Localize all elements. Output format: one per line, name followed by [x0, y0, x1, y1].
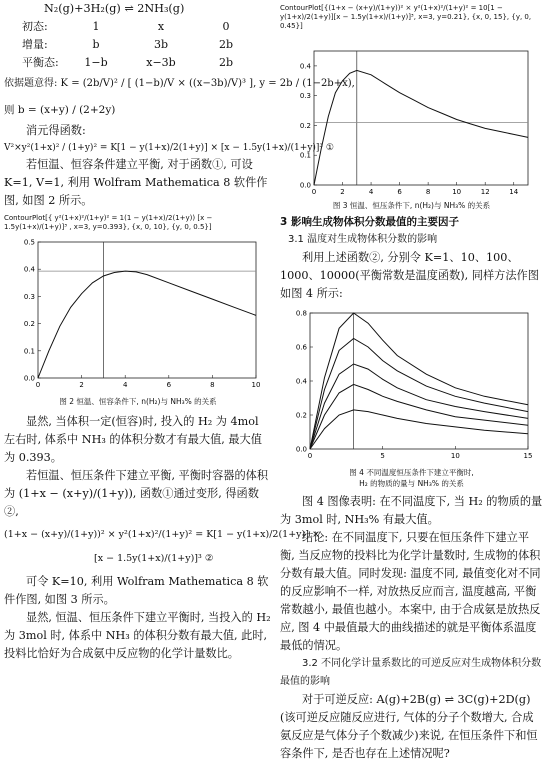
function-2a: (1+x − (x+y)/(1+y))² × y²(1+x)²/(1+y)² = K[1 − y(1+x)/2(1+y)] ×	[4, 529, 320, 540]
cell-h2: x	[157, 20, 165, 33]
paragraph-6: 利用上述函数②, 分别令 K=1、10、100、1000、10000(平衡常数是温度函数), 同样方法作图如图 4 所示:	[280, 251, 539, 300]
y-tick-label: 0.2	[23, 320, 35, 329]
x-tick-label: 4	[122, 381, 128, 389]
cell-h2: x−3b	[146, 56, 176, 69]
x-tick-label: 6	[397, 188, 402, 196]
plot-frame	[314, 51, 528, 185]
plot-frame	[38, 242, 256, 378]
y-tick-label: 0.1	[299, 151, 311, 160]
paragraph-7: 图 4 图像表明: 在不同温度下, 当 H₂ 的物质的量为 3mol 时, NH₃% 有最大值。	[280, 495, 543, 526]
x-tick-label: 0	[311, 188, 317, 196]
table-row	[4, 36, 272, 54]
y-tick-label: 0.0	[299, 181, 311, 190]
figure-3-plot	[280, 45, 535, 200]
reaction-equation: N₂(g)+3H₂(g) ⇌ 2NH₃(g)	[44, 2, 185, 15]
paragraph-1: 若恒温、恒容条件建立平衡, 对于函数①, 可设 K=1, V=1, 利用 Wolfram Mathematica 8 软件作图, 如图 2 所示。	[4, 158, 268, 207]
paragraph-2: 显然, 当体积一定(恒容)时, 投入的 H₂ 为 4mol 左右时, 体系中 NH₃ 的体积分数才有最大值, 最大值为 0.393。	[4, 415, 262, 464]
y-tick-label: 0.2	[299, 121, 311, 130]
paragraph-4: 可令 K=10, 利用 Wolfram Mathematica 8 软件作图, 如图 3 所示。	[4, 575, 269, 606]
equilibrium-table	[4, 18, 272, 72]
x-tick-label: 12	[480, 188, 490, 196]
x-tick-label: 4	[368, 188, 374, 196]
figure-4-caption-line-2: H₂ 的物质的量与 NH₃% 的关系	[359, 479, 464, 488]
y-tick-label: 0.4	[299, 62, 311, 71]
function-1: V²×y²(1+x)² / (1+y)² = K[1 − y(1+x)/2(1+y)] × [x − 1.5y(1+x)/(1+y)]³ ①	[4, 143, 334, 153]
x-tick-label: 10	[251, 381, 261, 389]
x-tick-label: 15	[523, 452, 533, 460]
cell-nh3: 0	[222, 20, 230, 33]
paragraph-8: 结论: 在不同温度下, 只要在恒压条件下建立平衡, 当反应物的投料比为化学计量数时, 生成物的体积分数有最大值。同时发现: 温度不同, 最值变化对不同的反应影响不一样, 对放热反应而言, 温度越高, 平衡常数越小, 最值也越小。本案中, 由于合成氨是放热反应, 图 4 中最值最大的曲线描述的就是平衡体系温度最低的情况。	[280, 531, 541, 652]
data-series-line	[38, 271, 256, 378]
y-tick-label: 0.3	[299, 92, 311, 101]
subsection-3-1: 3.1 温度对生成物体积分数的影响	[288, 234, 438, 245]
table-row	[4, 18, 272, 36]
elimination-text: 消元得函数:	[26, 124, 86, 137]
section-3-heading: 3 影响生成物体积分数最值的主要因子	[280, 216, 459, 228]
data-series-line	[314, 70, 528, 185]
y-tick-label: 0.0	[23, 374, 35, 383]
mathematica-code-2: ContourPlot[{(1+x − (x+y)/(1+y))² × y²(1+x)²/(1+y)² = 10[1 − y(1+x)/2(1+y)][x − 1.5y(1+x)/(1+y)]³, x=3, y=0.21}, {x, 0, 15}, {y, 0, 0.45}]	[280, 4, 532, 30]
y-tick-label: 0.8	[295, 309, 307, 318]
table-row	[4, 54, 272, 72]
y-tick-label: 0.6	[295, 343, 307, 352]
y-tick-label: 0.4	[295, 377, 307, 386]
mathematica-code-1: ContourPlot[{ y²(1+x)²/(1+y)² = 1(1 − y(1+x)/2(1+y)) [x − 1.5y(1+x)/(1+y)]³ , x=3, y=0.393}, {x, 0, 10}, {y, 0, 0.5}]	[4, 214, 213, 231]
y-tick-label: 0.5	[23, 238, 35, 247]
data-series-line	[310, 364, 528, 449]
x-tick-label: 6	[166, 381, 172, 389]
cell-nh3: 2b	[218, 38, 234, 51]
figure-2-caption: 图 2 恒温、恒容条件下, n(H₂)与 NH₃% 的关系	[59, 397, 217, 406]
cell-h2: 3b	[153, 38, 169, 51]
paragraph-9: 对于可逆反应: A(g)+2B(g) ⇌ 3C(g)+2D(g)(该可逆反应随反应进行, 气体的分子个数增大, 合成氨反应是气体分子个数减少)来说, 在恒压条件下和恒容条件下, 是否也存在上述情况呢?	[280, 693, 538, 760]
paragraph-3: 若恒温、恒压条件下建立平衡, 平衡时容器的体积为 (1+x − (x+y)/(1+y)), 函数①通过变形, 得函数②,	[4, 469, 269, 518]
subsection-3-2: 3.2 不同化学计量系数比的可逆反应对生成物体积分数最值的影响	[280, 658, 542, 687]
y-tick-label: 0.1	[23, 347, 35, 356]
figure-2-plot	[4, 236, 264, 396]
figure-3-caption: 图 3 恒温、恒压条件下, n(H₂)与 NH₃% 的关系	[332, 201, 491, 210]
b-expression: 则 b = (x+y) / (2+2y)	[4, 104, 116, 116]
cell-label: 平衡态:	[22, 56, 59, 69]
y-tick-label: 0.0	[295, 445, 307, 454]
y-tick-label: 0.3	[23, 292, 35, 301]
figure-4-caption-line-1: 图 4 不同温度恒压条件下建立平衡时,	[349, 468, 474, 477]
function-2b: [x − 1.5y(1+x)/(1+y)]³ ②	[94, 553, 214, 564]
y-tick-label: 0.2	[295, 411, 307, 420]
data-series-line	[310, 313, 528, 449]
y-tick-label: 0.4	[23, 265, 35, 274]
paragraph-5: 显然, 恒温、恒压条件下建立平衡时, 当投入的 H₂ 为 3mol 时, 体系中 NH₃ 的体积分数有最大值, 此时, 投料比恰好为合成氨中反应物的化学计量数比。	[4, 611, 271, 660]
cell-n2: 1	[92, 20, 100, 33]
x-tick-label: 0	[35, 381, 41, 389]
x-tick-label: 8	[425, 188, 431, 196]
k-expression: 依据题意得: K = (2b/V)² / [ (1−b)/V × ((x−3b)/V)³ ], y = 2b / (1−2b+x),	[4, 78, 355, 89]
plot-frame	[310, 313, 528, 449]
cell-label: 初态:	[22, 20, 48, 33]
cell-label: 增量:	[22, 38, 48, 51]
data-series-line	[310, 384, 528, 449]
data-series-line	[310, 339, 528, 450]
x-tick-label: 10	[450, 452, 460, 460]
right-column	[280, 0, 543, 763]
x-tick-label: 2	[79, 381, 84, 389]
figure-4-plot	[280, 307, 535, 467]
x-tick-label: 5	[380, 452, 385, 460]
x-tick-label: 2	[340, 188, 345, 196]
x-tick-label: 0	[307, 452, 313, 460]
cell-n2: 1−b	[84, 56, 108, 69]
x-tick-label: 8	[210, 381, 215, 389]
data-series-line	[310, 410, 528, 449]
cell-nh3: 2b	[218, 56, 234, 69]
cell-n2: b	[92, 38, 100, 51]
x-tick-label: 10	[452, 188, 462, 196]
x-tick-label: 14	[509, 188, 519, 196]
